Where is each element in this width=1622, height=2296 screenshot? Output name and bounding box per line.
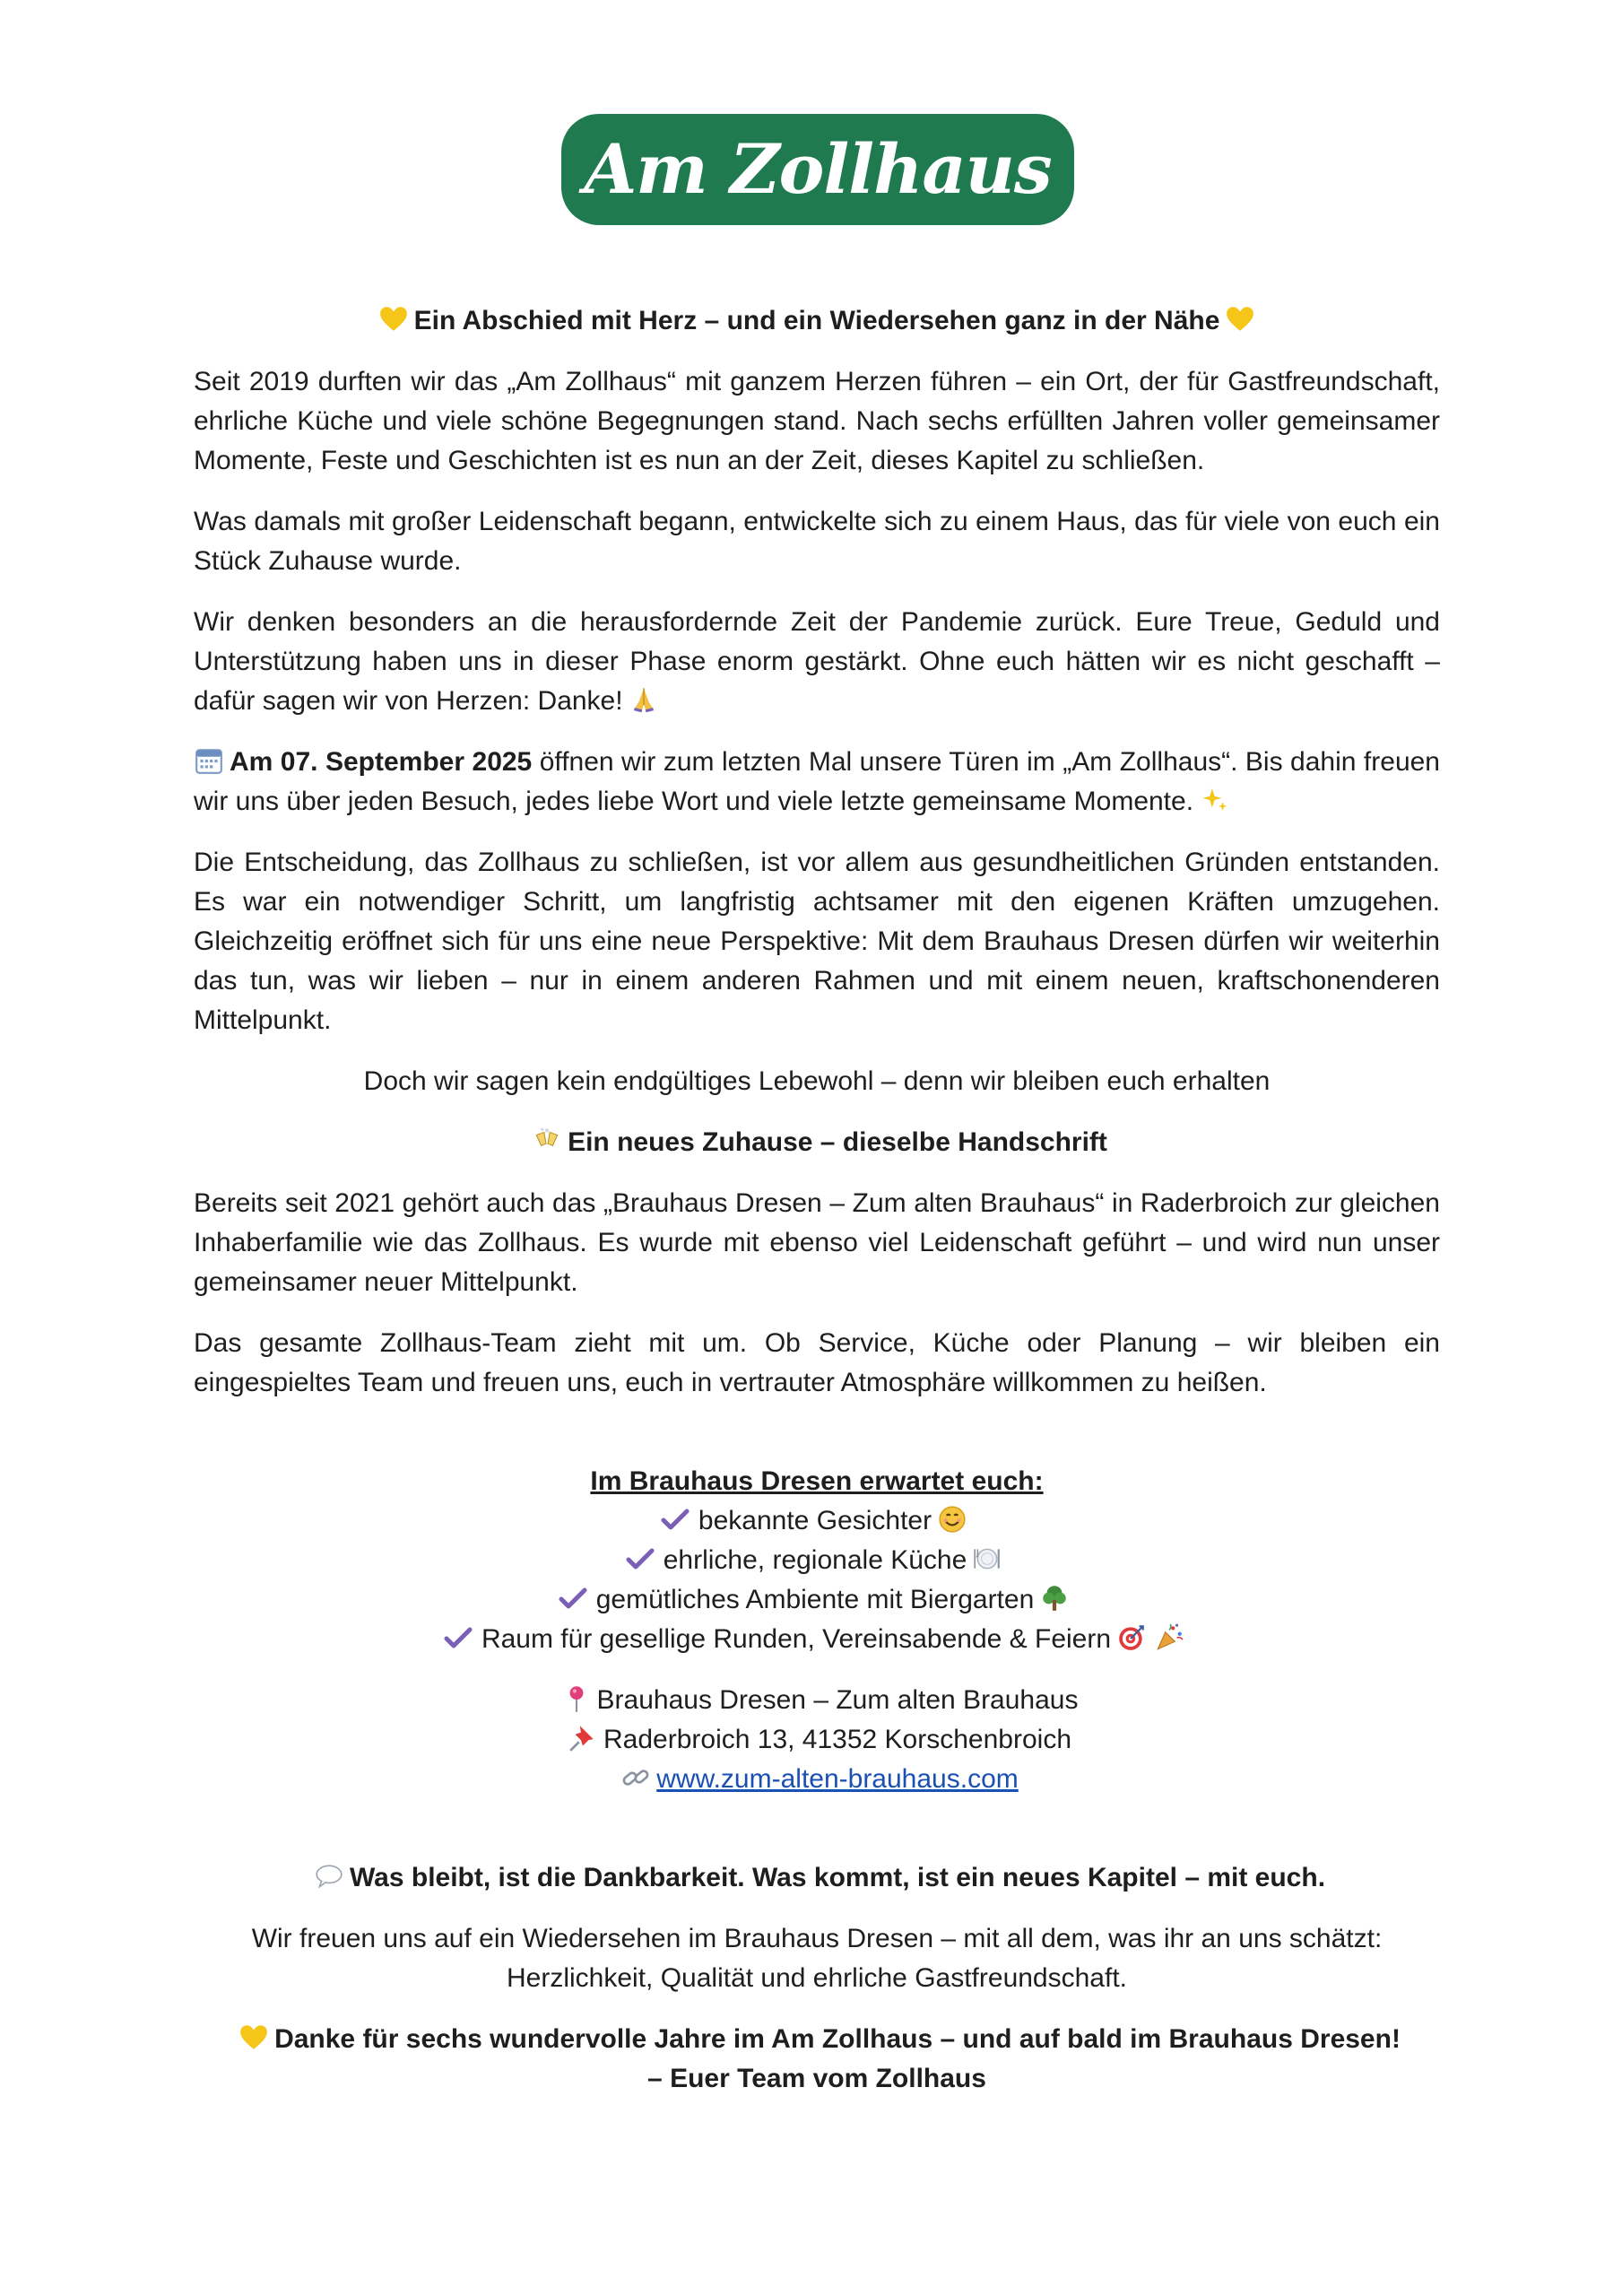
paragraph-pandemic bbox=[194, 603, 1440, 721]
check-mark-icon bbox=[559, 1586, 587, 1613]
heading-new-home bbox=[194, 1123, 1440, 1162]
heading-farewell-text: Ein Abschied mit Herz – und ein Wiedersehen ganz in der Nähe bbox=[413, 306, 1220, 335]
check-mark-icon bbox=[444, 1625, 473, 1652]
clinking-glasses-icon bbox=[532, 1126, 562, 1156]
content bbox=[194, 301, 1440, 2099]
paragraph-team: Das gesamte Zollhaus-Team zieht mit um. Ob Service, Küche oder Planung – wir bleiben ein eingespieltes Team und freuen uns, euch in vertrauter Atmosphäre willkommen zu heißen. bbox=[194, 1328, 1440, 1397]
thanks-line bbox=[194, 2020, 1440, 2059]
tree-icon bbox=[1039, 1583, 1070, 1613]
closing-paragraph bbox=[194, 1919, 1440, 1998]
yellow-heart-icon bbox=[1225, 304, 1255, 335]
features-list bbox=[194, 1462, 1440, 1659]
paragraph-brauhaus-family: Bereits seit 2021 gehört auch das „Brauhaus Dresen – Zum alten Brauhaus“ in Raderbroich zur gleichen Inhaberfamilie wie das Zollhaus. Es wurde mit ebenso viel Leidenschaft geführt – und wird nun unser gemeinsamer neuer Mittelpunkt. bbox=[194, 1188, 1440, 1297]
list-item-label: Raum für gesellige Runden, Vereinsabende & Feiern bbox=[481, 1624, 1112, 1654]
address-name: Brauhaus Dresen – Zum alten Brauhaus bbox=[596, 1685, 1079, 1715]
yellow-heart-icon bbox=[239, 2022, 269, 2053]
features-heading: Im Brauhaus Dresen erwartet euch: bbox=[590, 1466, 1044, 1496]
smiling-face-icon bbox=[937, 1504, 967, 1535]
address-street-line bbox=[194, 1720, 1440, 1760]
yellow-heart-icon bbox=[378, 304, 409, 335]
thanks-text: Danke für sechs wundervolle Jahre im Am Zollhaus – und auf bald im Brauhaus Dresen! bbox=[274, 2024, 1401, 2054]
address-url-line bbox=[194, 1760, 1440, 1799]
address-name-line bbox=[194, 1681, 1440, 1720]
pushpin-icon bbox=[568, 1723, 598, 1753]
logo-text: Am Zollhaus bbox=[584, 129, 1052, 209]
check-mark-icon bbox=[661, 1507, 690, 1534]
folded-hands-icon bbox=[629, 684, 659, 715]
party-popper-icon bbox=[1154, 1622, 1184, 1653]
plate-icon bbox=[972, 1544, 1002, 1574]
closing-line-1: Wir freuen uns auf ein Wiedersehen im Brauhaus Dresen – mit all dem, was ihr an uns schätzt: bbox=[251, 1924, 1383, 1953]
address-block bbox=[194, 1681, 1440, 1799]
paragraph-pandemic-text: Wir denken besonders an die herausfordernde Zeit der Pandemie zurück. Eure Treue, Geduld und Unterstützung haben uns in dieser Phase enorm gestärkt. Ohne euch hätten wir es nicht geschafft – dafür sagen wir von Herzen: Danke! bbox=[194, 607, 1440, 716]
speech-bubble-icon bbox=[314, 1861, 344, 1892]
closing-line-2: Herzlichkeit, Qualität und ehrliche Gastfreundschaft. bbox=[506, 1963, 1127, 1993]
round-pushpin-icon bbox=[561, 1683, 592, 1714]
line-not-goodbye: Doch wir sagen kein endgültiges Lebewohl – denn wir bleiben euch erhalten bbox=[363, 1066, 1271, 1096]
list-item bbox=[194, 1501, 1440, 1541]
list-item-label: bekannte Gesichter bbox=[698, 1506, 932, 1535]
heading-farewell bbox=[194, 301, 1440, 341]
heading-gratitude bbox=[194, 1858, 1440, 1898]
list-item-label: ehrliche, regionale Küche bbox=[663, 1545, 967, 1575]
thanks-block bbox=[194, 2020, 1440, 2099]
paragraph-closing-date-text: öffnen wir zum letzten Mal unsere Türen im „Am Zollhaus“. Bis dahin freuen wir uns über jeden Besuch, jedes liebe Wort und viele letzte gemeinsame Momente. bbox=[194, 747, 1440, 816]
target-icon bbox=[1116, 1622, 1147, 1653]
list-item-label: gemütliches Ambiente mit Biergarten bbox=[595, 1585, 1035, 1614]
closing-date: Am 07. September 2025 bbox=[230, 747, 533, 777]
list-item bbox=[194, 1541, 1440, 1580]
paragraph-decision: Die Entscheidung, das Zollhaus zu schließen, ist vor allem aus gesundheitlichen Gründen entstanden. Es war ein notwendiger Schritt, um langfristig achtsamer mit den eigenen Kräften umzugehen. Gleichzeitig eröffnet sich für uns eine neue Perspektive: Mit dem Brauhaus Dresen dürfen wir weiterhin das tun, was wir lieben – nur in einem anderen Rahmen und mit einem neuen, kraftschonenderen Mittelpunkt. bbox=[194, 848, 1440, 1035]
calendar-icon bbox=[194, 745, 224, 776]
logo bbox=[561, 114, 1074, 225]
website-link[interactable]: www.zum-alten-brauhaus.com bbox=[656, 1764, 1019, 1794]
sparkles-icon bbox=[1199, 785, 1229, 815]
check-mark-icon bbox=[626, 1546, 655, 1573]
link-icon bbox=[620, 1762, 651, 1793]
paragraph-passion: Was damals mit großer Leidenschaft begann, entwickelte sich zu einem Haus, das für viele von euch ein Stück Zuhause wurde. bbox=[194, 507, 1440, 576]
paragraph-history: Seit 2019 durften wir das „Am Zollhaus“ mit ganzem Herzen führen – ein Ort, der für Gastfreundschaft, ehrliche Küche und viele schöne Begegnungen stand. Nach sechs erfüllten Jahren voller gemeinsamer Momente, Feste und Geschichten ist es nun an der Zeit, dieses Kapitel zu schließen. bbox=[194, 367, 1440, 475]
paragraph-closing-date bbox=[194, 743, 1440, 822]
list-item bbox=[194, 1580, 1440, 1620]
signature: – Euer Team vom Zollhaus bbox=[647, 2064, 986, 2093]
address-street: Raderbroich 13, 41352 Korschenbroich bbox=[603, 1725, 1071, 1754]
list-item bbox=[194, 1620, 1440, 1659]
heading-new-home-text: Ein neues Zuhause – dieselbe Handschrift bbox=[568, 1127, 1107, 1157]
heading-gratitude-text: Was bleibt, ist die Dankbarkeit. Was kommt, ist ein neues Kapitel – mit euch. bbox=[349, 1863, 1326, 1892]
